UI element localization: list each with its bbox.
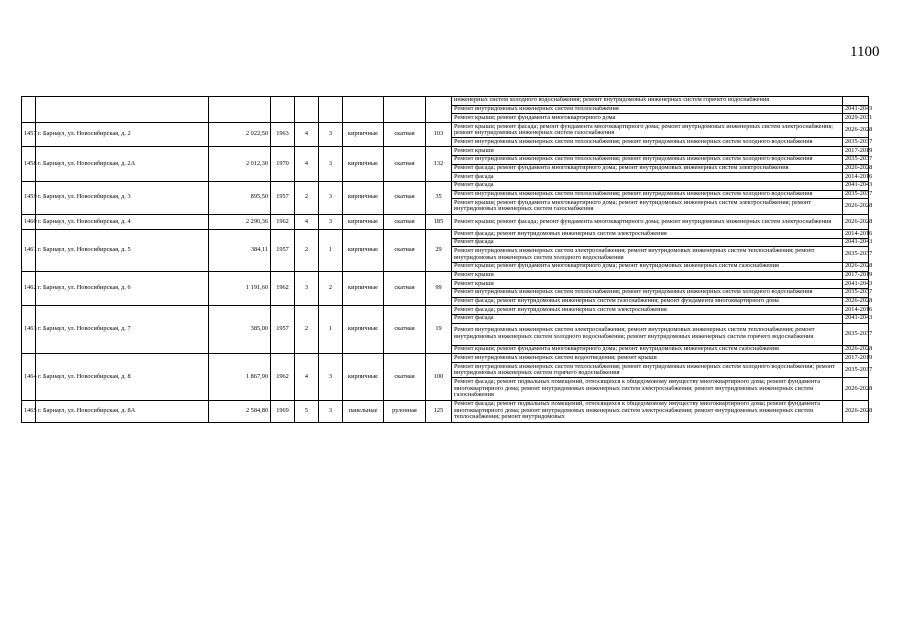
entrances-count: 3 (319, 123, 343, 147)
row-number: 1458 (22, 147, 36, 182)
continuation-empty-cell (36, 97, 209, 123)
work-description: Ремонт фасада (452, 314, 843, 323)
house-area: 2 290,36 (209, 214, 271, 229)
floors-count: 4 (295, 214, 319, 229)
house-area: 1 191,60 (209, 271, 271, 306)
work-period: 2014-2016 (843, 230, 869, 239)
work-period: 2035-2037 (843, 138, 869, 147)
wall-material: кирпичные (343, 306, 384, 354)
roof-type: скатная (384, 354, 426, 400)
roof-type: скатная (384, 214, 426, 229)
work-period: 2026-2028 (843, 123, 869, 138)
house-address: г. Барнаул, ул. Новосибирская, д. 8А (36, 400, 209, 422)
wall-material: кирпичные (343, 271, 384, 306)
continuation-empty-cell (319, 97, 343, 123)
work-period: 2035-2037 (843, 247, 869, 262)
roof-type: скатная (384, 181, 426, 214)
row-number: 1460 (22, 214, 36, 229)
work-description: Ремонт фасада; ремонт внутридомовых инженерных систем электроснабжения (452, 230, 843, 239)
floors-count: 4 (295, 123, 319, 147)
continuation-empty-cell (22, 97, 36, 123)
build-year: 1957 (271, 230, 295, 271)
row-number: 1459 (22, 181, 36, 214)
house-address: г. Барнаул, ул. Новосибирская, д. 4 (36, 214, 209, 229)
apartments-count: 100 (426, 354, 452, 400)
work-period: 2035-2037 (843, 190, 869, 199)
wall-material: кирпичные (343, 354, 384, 400)
wall-material: кирпичные (343, 214, 384, 229)
work-description: Ремонт внутридомовых инженерных систем теплоснабжения; ремонт внутридомовых инженерных систем холодного водоснабжения (452, 288, 843, 297)
house-address: г. Барнаул, ул. Новосибирская, д. 8 (36, 354, 209, 400)
row-number: 1464 (22, 354, 36, 400)
house-area: 895,50 (209, 181, 271, 214)
wall-material: панельные (343, 400, 384, 422)
roof-type: скатная (384, 271, 426, 306)
table-row (22, 214, 869, 229)
house-area: 2 584,80 (209, 400, 271, 422)
build-year: 1963 (271, 123, 295, 147)
work-description: Ремонт внутридомовых инженерных систем теплоснабжения; ремонт внутридомовых инженерных систем холодного водоснабжения (452, 138, 843, 147)
continuation-empty-cell (384, 97, 426, 123)
continuation-empty-cell (295, 97, 319, 123)
table-row (22, 306, 869, 315)
floors-count: 2 (295, 181, 319, 214)
work-description: Ремонт крыши; ремонт фундамента многоквартирного дома; ремонт внутридомовых инженерных систем газоснабжения (452, 262, 843, 271)
row-number: 1462 (22, 271, 36, 306)
work-period: 2017-2019 (843, 147, 869, 156)
row-number: 1463 (22, 306, 36, 354)
work-description: Ремонт крыши; ремонт фундамента многоквартирного дома; ремонт внутридомовых инженерных систем газоснабжения (452, 345, 843, 354)
work-period: 2035-2037 (843, 323, 869, 345)
work-period: 2041-2043 (843, 181, 869, 190)
house-area: 385,00 (209, 306, 271, 354)
table-row (22, 147, 869, 156)
wall-material: кирпичные (343, 123, 384, 147)
work-period: 2014-2016 (843, 173, 869, 182)
entrances-count: 2 (319, 271, 343, 306)
house-address: г. Барнаул, ул. Новосибирская, д. 7 (36, 306, 209, 354)
row-number: 1457 (22, 123, 36, 147)
house-address: г. Барнаул, ул. Новосибирская, д. 6 (36, 271, 209, 306)
house-address: г. Барнаул, ул. Новосибирская, д. 3 (36, 181, 209, 214)
work-description: Ремонт фасада; ремонт подвальных помещений, относящихся к общедомовому имуществу многоквартирного дома; ремонт фундамента многоквартирного дома; ремонт внутридомовых инженерных систем электроснабжения; ремонт внутридомовых инженерных систем теплоснабжения; ремонт внутридомовых (452, 400, 843, 422)
build-year: 1970 (271, 147, 295, 182)
work-description: Ремонт крыши (452, 280, 843, 289)
apartments-count: 29 (426, 230, 452, 271)
work-period: 2017-2019 (843, 354, 869, 363)
work-period: 2017-2019 (843, 271, 869, 280)
entrances-count: 3 (319, 400, 343, 422)
work-description: Ремонт крыши (452, 271, 843, 280)
floors-count: 4 (295, 147, 319, 182)
work-period: 2026-2028 (843, 378, 869, 400)
row-number: 1465 (22, 400, 36, 422)
work-period: 2026-2028 (843, 214, 869, 229)
table-row (22, 181, 869, 190)
apartments-count: 35 (426, 181, 452, 214)
work-description: Ремонт внутридомовых инженерных систем теплоснабжения (452, 105, 843, 114)
apartments-count: 132 (426, 147, 452, 182)
page-number: 1100 (850, 44, 880, 60)
work-description: Ремонт фасада; ремонт внутридомовых инженерных систем электроснабжения (452, 306, 843, 315)
roof-type: скатная (384, 123, 426, 147)
house-area: 2 022,50 (209, 123, 271, 147)
apartments-count: 99 (426, 271, 452, 306)
apartments-count: 185 (426, 214, 452, 229)
build-year: 1962 (271, 271, 295, 306)
row-number: 1461 (22, 230, 36, 271)
build-year: 1957 (271, 306, 295, 354)
work-description: Ремонт фасада; ремонт фундамента многоквартирного дома; ремонт внутридомовых инженерных систем электроснабжения (452, 164, 843, 173)
work-description: Ремонт фасада; ремонт внутридомовых инженерных систем газоснабжения; ремонт фундамента многоквартирного дома (452, 297, 843, 306)
house-area: 1 867,90 (209, 354, 271, 400)
entrances-count: 3 (319, 354, 343, 400)
work-period: 2035-2037 (843, 155, 869, 164)
table-row (22, 97, 869, 106)
roof-type: скатная (384, 230, 426, 271)
work-period: 2026-2028 (843, 199, 869, 214)
continuation-empty-cell (426, 97, 452, 123)
continuation-empty-cell (343, 97, 384, 123)
roof-type: скатная (384, 147, 426, 182)
work-period (843, 97, 869, 106)
table-row (22, 230, 869, 239)
table-row (22, 271, 869, 280)
wall-material: кирпичные (343, 230, 384, 271)
work-period: 2026-2028 (843, 262, 869, 271)
floors-count: 2 (295, 306, 319, 354)
work-description: Ремонт фасада; ремонт подвальных помещений, относящихся к общедомовому имуществу многоквартирного дома; ремонт фундамента многоквартирного дома; ремонт внутридомовых инженерных систем электроснабжения; ремонт внутридомовых инженерных систем газоснабжения (452, 378, 843, 400)
work-period: 2014-2016 (843, 306, 869, 315)
work-description: инженерных систем холодного водоснабжения; ремонт внутридомовых инженерных систем горячего водоснабжения (452, 97, 843, 106)
build-year: 1969 (271, 400, 295, 422)
work-period: 2041-2043 (843, 105, 869, 114)
work-description: Ремонт крыши; ремонт фасада; ремонт фундамента многоквартирного дома; ремонт внутридомовых инженерных систем электроснабжения; ремонт внутридомовых инженерных систем газоснабжения (452, 123, 843, 138)
house-area: 384,11 (209, 230, 271, 271)
wall-material: кирпичные (343, 147, 384, 182)
entrances-count: 1 (319, 306, 343, 354)
work-description: Ремонт внутридомовых инженерных систем электроснабжения; ремонт внутридомовых инженерных систем теплоснабжения; ремонт внутридомовых инженерных систем холодного водоснабжения (452, 247, 843, 262)
roof-type: рулонная (384, 400, 426, 422)
entrances-count: 1 (319, 230, 343, 271)
work-period: 2026-2028 (843, 400, 869, 422)
wall-material: кирпичные (343, 181, 384, 214)
work-description: Ремонт фасада (452, 181, 843, 190)
build-year: 1957 (271, 181, 295, 214)
apartments-count: 103 (426, 123, 452, 147)
apartments-count: 125 (426, 400, 452, 422)
work-description: Ремонт внутридомовых инженерных систем теплоснабжения; ремонт внутридомовых инженерных систем холодного водоснабжения (452, 155, 843, 164)
entrances-count: 3 (319, 181, 343, 214)
entrances-count: 3 (319, 147, 343, 182)
continuation-empty-cell (209, 97, 271, 123)
work-description: Ремонт крыши; ремонт фундамента многоквартирного дома; ремонт внутридомовых инженерных систем электроснабжения; ремонт внутридомовых инженерных систем газоснабжения (452, 199, 843, 214)
work-period: 2026-2028 (843, 345, 869, 354)
entrances-count: 3 (319, 214, 343, 229)
work-period: 2035-2037 (843, 363, 869, 378)
work-period: 2026-2028 (843, 297, 869, 306)
work-period: 2026-2028 (843, 164, 869, 173)
work-description: Ремонт внутридомовых инженерных систем водоотведения; ремонт крыши (452, 354, 843, 363)
house-address: г. Барнаул, ул. Новосибирская, д. 2 (36, 123, 209, 147)
work-description: Ремонт внутридомовых инженерных систем теплоснабжения; ремонт внутридомовых инженерных систем холодного водоснабжения (452, 190, 843, 199)
work-period: 2041-2043 (843, 314, 869, 323)
floors-count: 4 (295, 354, 319, 400)
house-address: г. Барнаул, ул. Новосибирская, д. 2А (36, 147, 209, 182)
table-row (22, 400, 869, 422)
work-description: Ремонт крыши (452, 147, 843, 156)
house-area: 2 012,30 (209, 147, 271, 182)
apartments-count: 19 (426, 306, 452, 354)
house-address: г. Барнаул, ул. Новосибирская, д. 5 (36, 230, 209, 271)
work-description: Ремонт фасада (452, 173, 843, 182)
floors-count: 2 (295, 230, 319, 271)
work-description: Ремонт внутридомовых инженерных систем электроснабжения; ремонт внутридомовых инженерных систем теплоснабжения; ремонт внутридомовых инженерных систем холодного водоснабжения; ремонт внутридомовых инженерных систем горячего водоснабжения (452, 323, 843, 345)
repair-schedule-table (21, 96, 873, 423)
work-description: Ремонт фасада (452, 238, 843, 247)
build-year: 1962 (271, 354, 295, 400)
work-description: Ремонт крыши; ремонт фасада; ремонт фундамента многоквартирного дома; ремонт внутридомовых инженерных систем электроснабжения (452, 214, 843, 229)
work-period: 2041-2043 (843, 238, 869, 247)
table-row (22, 123, 869, 138)
work-period: 2035-2037 (843, 288, 869, 297)
work-description: Ремонт крыши; ремонт фундамента многоквартирного дома (452, 114, 843, 123)
floors-count: 5 (295, 400, 319, 422)
build-year: 1962 (271, 214, 295, 229)
continuation-empty-cell (271, 97, 295, 123)
work-period: 2041-2043 (843, 280, 869, 289)
table-row (22, 354, 869, 363)
floors-count: 3 (295, 271, 319, 306)
work-period: 2029-2031 (843, 114, 869, 123)
roof-type: скатная (384, 306, 426, 354)
work-description: Ремонт внутридомовых инженерных систем теплоснабжения; ремонт внутридомовых инженерных систем холодного водоснабжения; ремонт внутридомовых инженерных систем горячего водоснабжения (452, 363, 843, 378)
